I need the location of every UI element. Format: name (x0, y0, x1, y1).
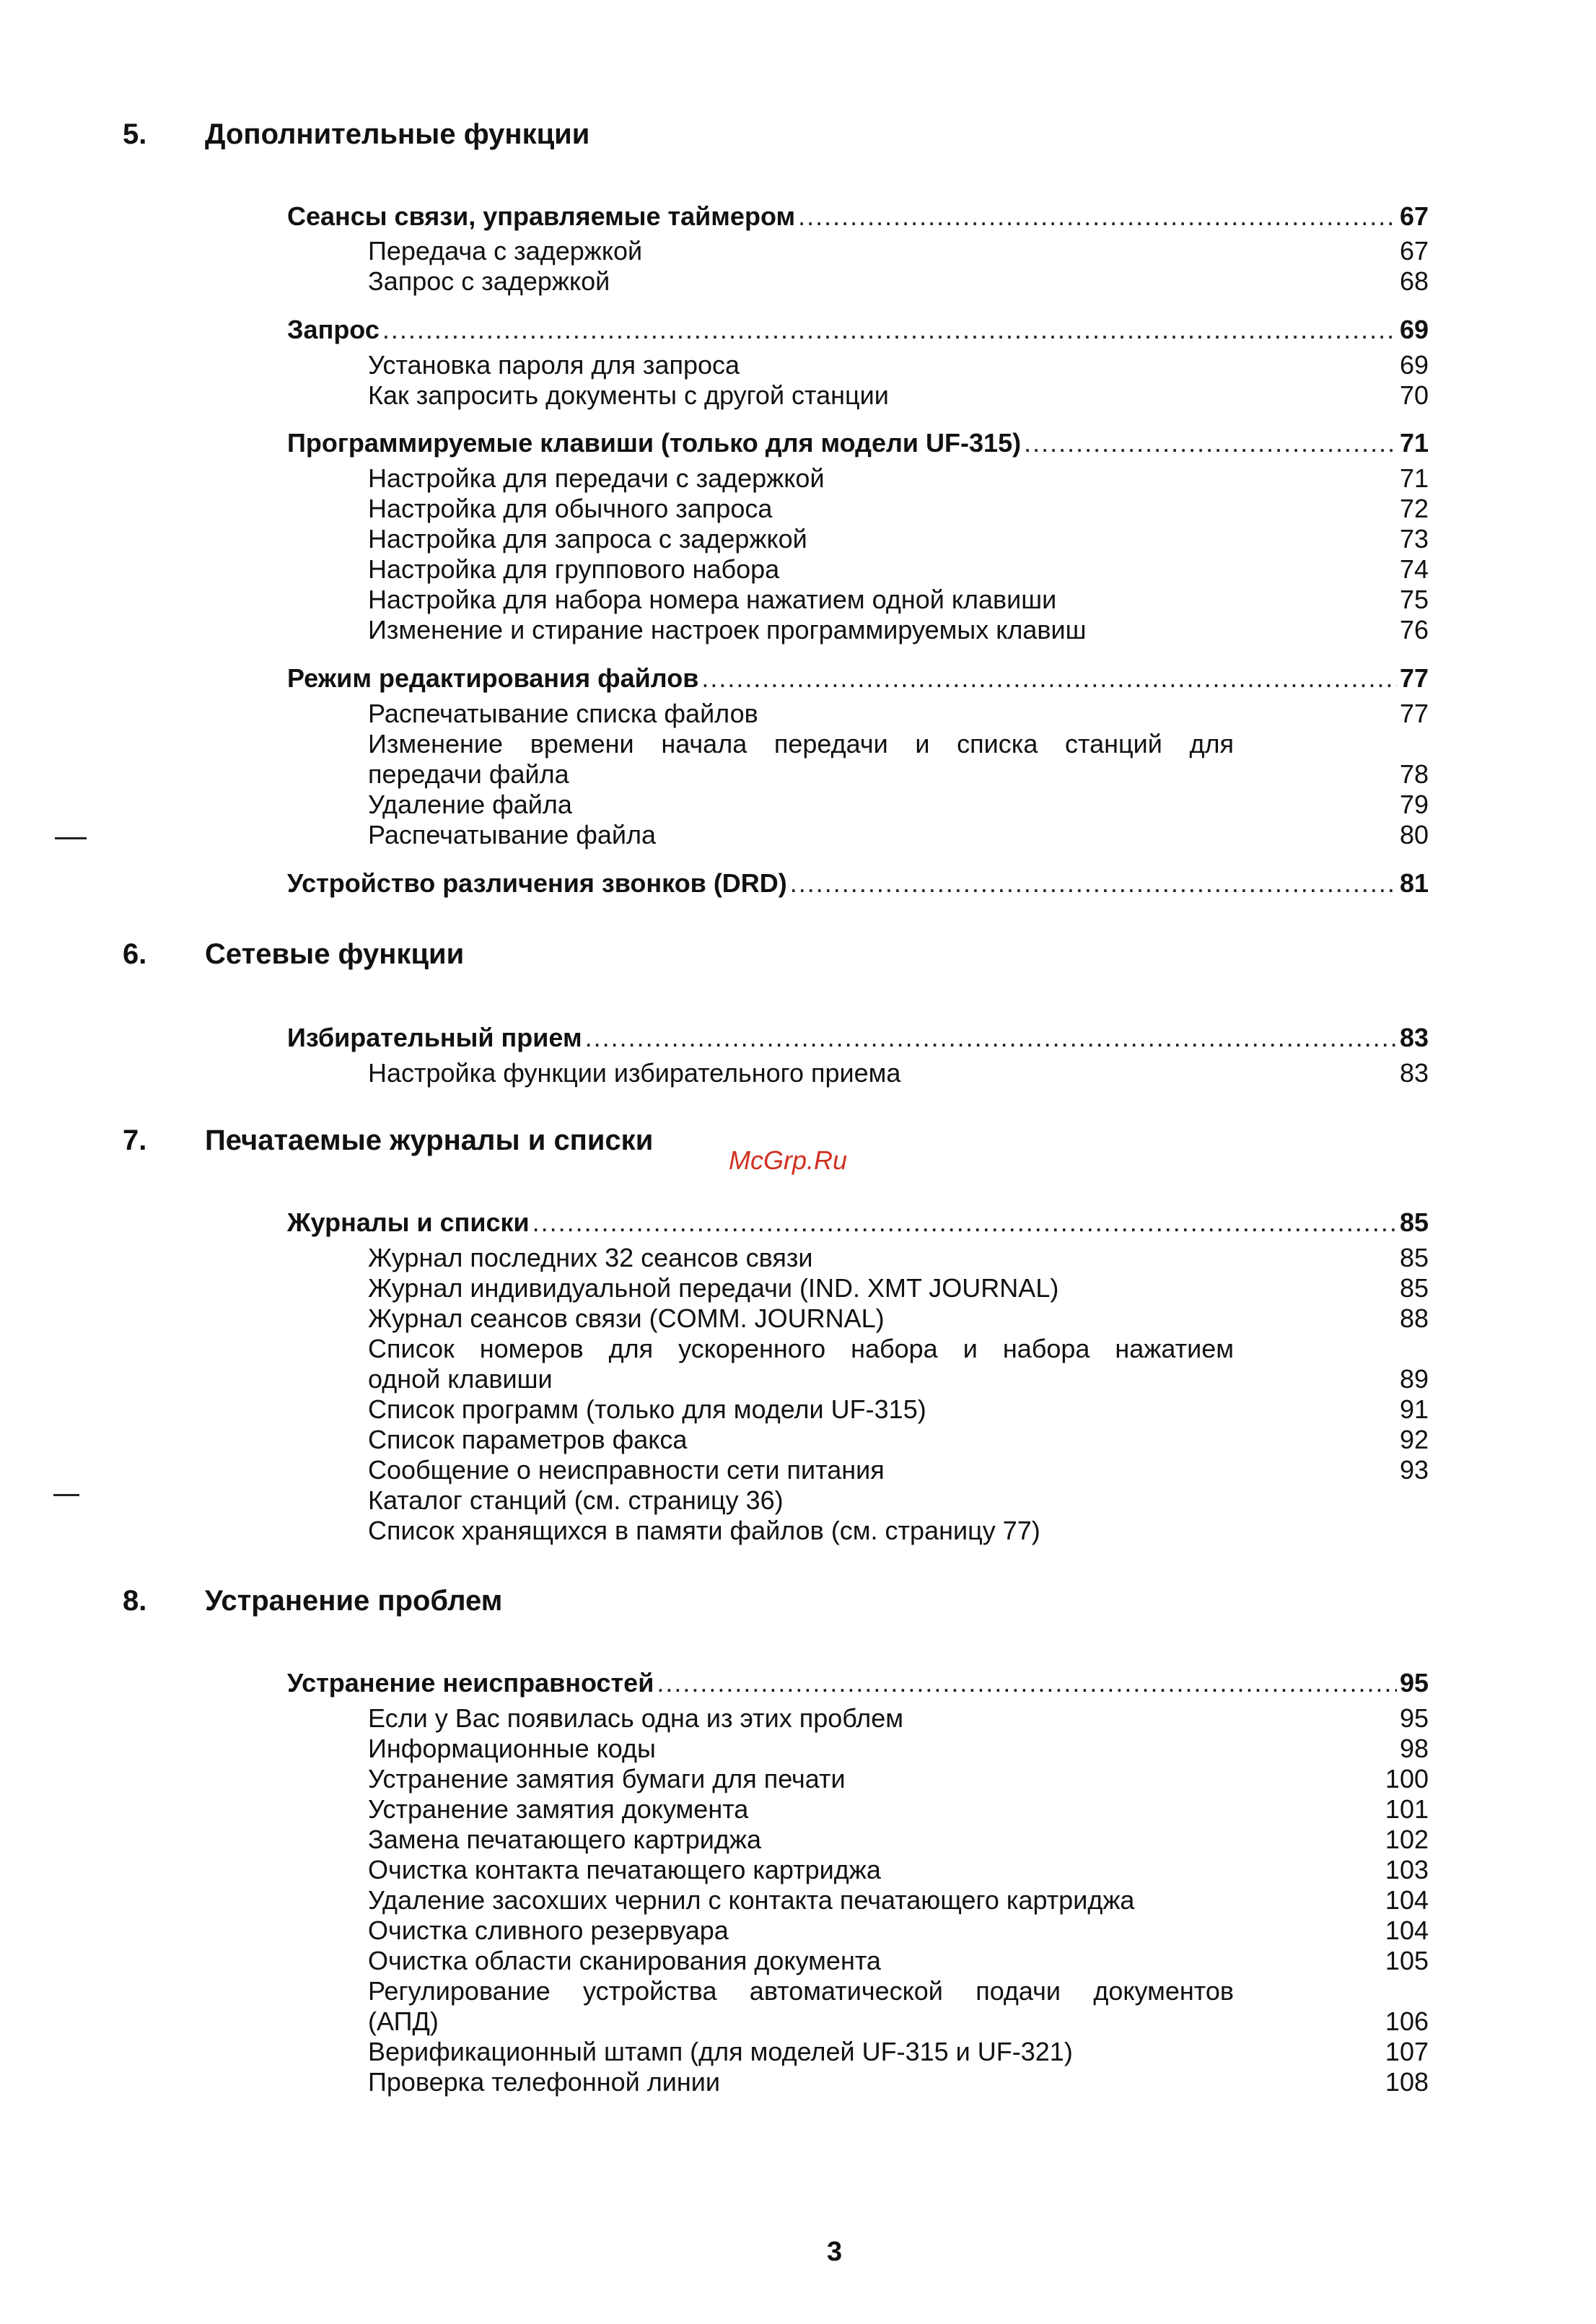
toc-item-page: 85 (1399, 1243, 1429, 1272)
toc-item-page: 79 (1399, 790, 1429, 819)
toc-item-text: Проверка телефонной линии (368, 2067, 720, 2097)
leader-dots (382, 314, 1397, 346)
toc-item-page: 103 (1385, 1855, 1429, 1884)
section-number: 6. (123, 938, 147, 970)
toc-heading-selective-reception[interactable] (287, 1022, 1429, 1054)
toc-heading-programmable-keys[interactable] (287, 427, 1429, 459)
toc-heading-text: Сеансы связи, управляемые таймером (287, 201, 796, 231)
toc-item-text: Настройка функции избирательного приема (368, 1058, 901, 1088)
leader-dots (585, 1022, 1397, 1054)
toc-heading-journals[interactable] (287, 1207, 1429, 1239)
toc-heading-text: Программируемые клавиши (только для модели UF-315) (287, 428, 1022, 458)
toc-item-text: Удаление файла (368, 790, 572, 819)
toc-item-text: Настройка для передачи с задержкой (368, 463, 825, 493)
toc-item-page: 77 (1399, 699, 1429, 728)
toc-item-page: 75 (1399, 585, 1429, 614)
toc-heading-page: 71 (1399, 428, 1429, 458)
toc-item-text: Передача с задержкой (368, 236, 643, 266)
toc-item-page: 80 (1399, 820, 1429, 849)
toc-heading-page: 69 (1399, 315, 1429, 344)
toc-item-page: 106 (1385, 2006, 1429, 2036)
toc-item-text: Журнал индивидуальной передачи (IND. XMT JOURNAL) (368, 1273, 1059, 1303)
toc-heading-file-edit-mode[interactable] (287, 663, 1429, 694)
toc-item-page: 98 (1399, 1734, 1429, 1763)
toc-heading-page: 67 (1399, 201, 1429, 231)
toc-item-text: Сообщение о неисправности сети питания (368, 1455, 885, 1485)
page-number: 3 (827, 2237, 843, 2267)
toc-item-page: 76 (1399, 615, 1429, 645)
toc-item-text: Очистка контакта печатающего картриджа (368, 1855, 881, 1884)
toc-item-text: Устранение замятия документа (368, 1794, 749, 1824)
toc-item-text: Информационные коды (368, 1734, 656, 1763)
toc-item-page: 93 (1399, 1455, 1429, 1485)
section-title: Устранение проблем (205, 1585, 503, 1617)
toc-item-text: Список параметров факса (368, 1425, 688, 1454)
toc-item-page: 104 (1385, 1915, 1429, 1945)
toc-heading-drd[interactable] (287, 868, 1429, 899)
toc-item-page: 100 (1385, 1764, 1429, 1794)
toc-item-text: Установка пароля для запроса (368, 350, 740, 380)
toc-item-text: Распечатывание файла (368, 820, 657, 849)
toc-item-page: 78 (1399, 759, 1429, 789)
toc-item-page: 95 (1399, 1703, 1429, 1733)
leader-dots (701, 663, 1397, 694)
toc-item-text: Список программ (только для модели UF-315) (368, 1394, 926, 1424)
toc-item-page: 104 (1385, 1885, 1429, 1915)
toc-item-text: Удаление засохших чернил с контакта печатающего картриджа (368, 1885, 1135, 1915)
toc-item-text: Очистка сливного резервуара (368, 1915, 729, 1945)
toc-item-page: 92 (1399, 1425, 1429, 1454)
section-number: 7. (123, 1124, 147, 1156)
toc-item-text: Изменение и стирание настроек программируемых клавиш (368, 615, 1087, 645)
toc-item-page: 107 (1385, 2037, 1429, 2066)
section-title: Дополнительные функции (205, 118, 590, 150)
toc-item-page: 69 (1399, 350, 1429, 380)
toc-heading-text: Устранение неисправностей (287, 1668, 654, 1698)
scan-mark (53, 1494, 79, 1496)
leader-dots (657, 1667, 1397, 1699)
leader-dots (798, 201, 1397, 232)
toc-item-page: 68 (1399, 266, 1429, 296)
toc-item-page: 101 (1385, 1794, 1429, 1824)
toc-item-page: 74 (1399, 554, 1429, 584)
toc-heading-text: Режим редактирования файлов (287, 663, 699, 693)
scan-mark (55, 837, 87, 839)
toc-item-text: Если у Вас появилась одна из этих проблем (368, 1703, 904, 1733)
toc-item-text: Журнал сеансов связи (COMM. JOURNAL) (368, 1303, 885, 1333)
section-number: 8. (123, 1585, 147, 1617)
toc-item-text: Настройка для обычного запроса (368, 494, 773, 523)
toc-item-page: 102 (1385, 1825, 1429, 1854)
toc-item-text: Регулирование устройства автоматической подачи документов (368, 1976, 1234, 2006)
toc-item-page: 105 (1385, 1946, 1429, 1975)
toc-item-text: Изменение времени начала передачи и списка станций для (368, 729, 1234, 759)
toc-item-page: 72 (1399, 494, 1429, 523)
section-title: Печатаемые журналы и списки (205, 1124, 654, 1156)
toc-heading-page: 83 (1399, 1023, 1429, 1052)
toc-item-text: передачи файла (368, 759, 569, 789)
toc-item-text: Список номеров для ускоренного набора и набора нажатием (368, 1334, 1234, 1363)
toc-heading-polling[interactable] (287, 314, 1429, 346)
toc-item-page: 88 (1399, 1303, 1429, 1333)
toc-heading-page: 95 (1399, 1668, 1429, 1698)
toc-item-text: одной клавиши (368, 1364, 553, 1394)
toc-heading-timer-sessions[interactable] (287, 201, 1429, 232)
leader-dots (790, 868, 1397, 899)
toc-heading-text: Запрос (287, 315, 380, 344)
toc-heading-text: Журналы и списки (287, 1207, 530, 1237)
toc-item-text: Настройка для набора номера нажатием одной клавиши (368, 585, 1057, 614)
toc-item-text: Список хранящихся в памяти файлов (см. страницу 77) (368, 1516, 1040, 1545)
toc-item-text: Запрос с задержкой (368, 266, 610, 296)
toc-item-text: Настройка для группового набора (368, 554, 780, 584)
toc-heading-page: 85 (1399, 1207, 1429, 1237)
toc-heading-page: 81 (1399, 868, 1429, 898)
section-number: 5. (123, 118, 147, 150)
section-title: Сетевые функции (205, 938, 465, 970)
toc-item-text: Журнал последних 32 сеансов связи (368, 1243, 813, 1272)
leader-dots (1024, 427, 1397, 459)
toc-item-text: (АПД) (368, 2006, 439, 2036)
toc-heading-text: Устройство различения звонков (DRD) (287, 868, 787, 898)
toc-item-page: 73 (1399, 524, 1429, 554)
leader-dots (532, 1207, 1397, 1239)
toc-item-text: Верификационный штамп (для моделей UF-315 и UF-321) (368, 2037, 1073, 2066)
toc-item-page: 85 (1399, 1273, 1429, 1303)
toc-item-text: Распечатывание списка файлов (368, 699, 758, 728)
toc-heading-text: Избирательный прием (287, 1023, 582, 1052)
watermark: McGrp.Ru (729, 1145, 848, 1175)
toc-heading-troubleshooting[interactable] (287, 1667, 1429, 1699)
toc-item-text: Настройка для запроса с задержкой (368, 524, 807, 554)
toc-item-page: 70 (1399, 380, 1429, 410)
toc-item-page: 67 (1399, 236, 1429, 266)
toc-item-page: 91 (1399, 1394, 1429, 1424)
toc-item-page: 83 (1399, 1058, 1429, 1088)
toc-item-text: Как запросить документы с другой станции (368, 380, 889, 410)
toc-heading-page: 77 (1399, 663, 1429, 693)
toc-item-text: Каталог станций (см. страницу 36) (368, 1485, 784, 1515)
toc-item-text: Очистка области сканирования документа (368, 1946, 881, 1975)
toc-item-page: 108 (1385, 2067, 1429, 2097)
toc-item-page: 71 (1399, 463, 1429, 493)
toc-item-text: Замена печатающего картриджа (368, 1825, 761, 1854)
toc-item-page: 89 (1399, 1364, 1429, 1394)
toc-item-text: Устранение замятия бумаги для печати (368, 1764, 846, 1794)
